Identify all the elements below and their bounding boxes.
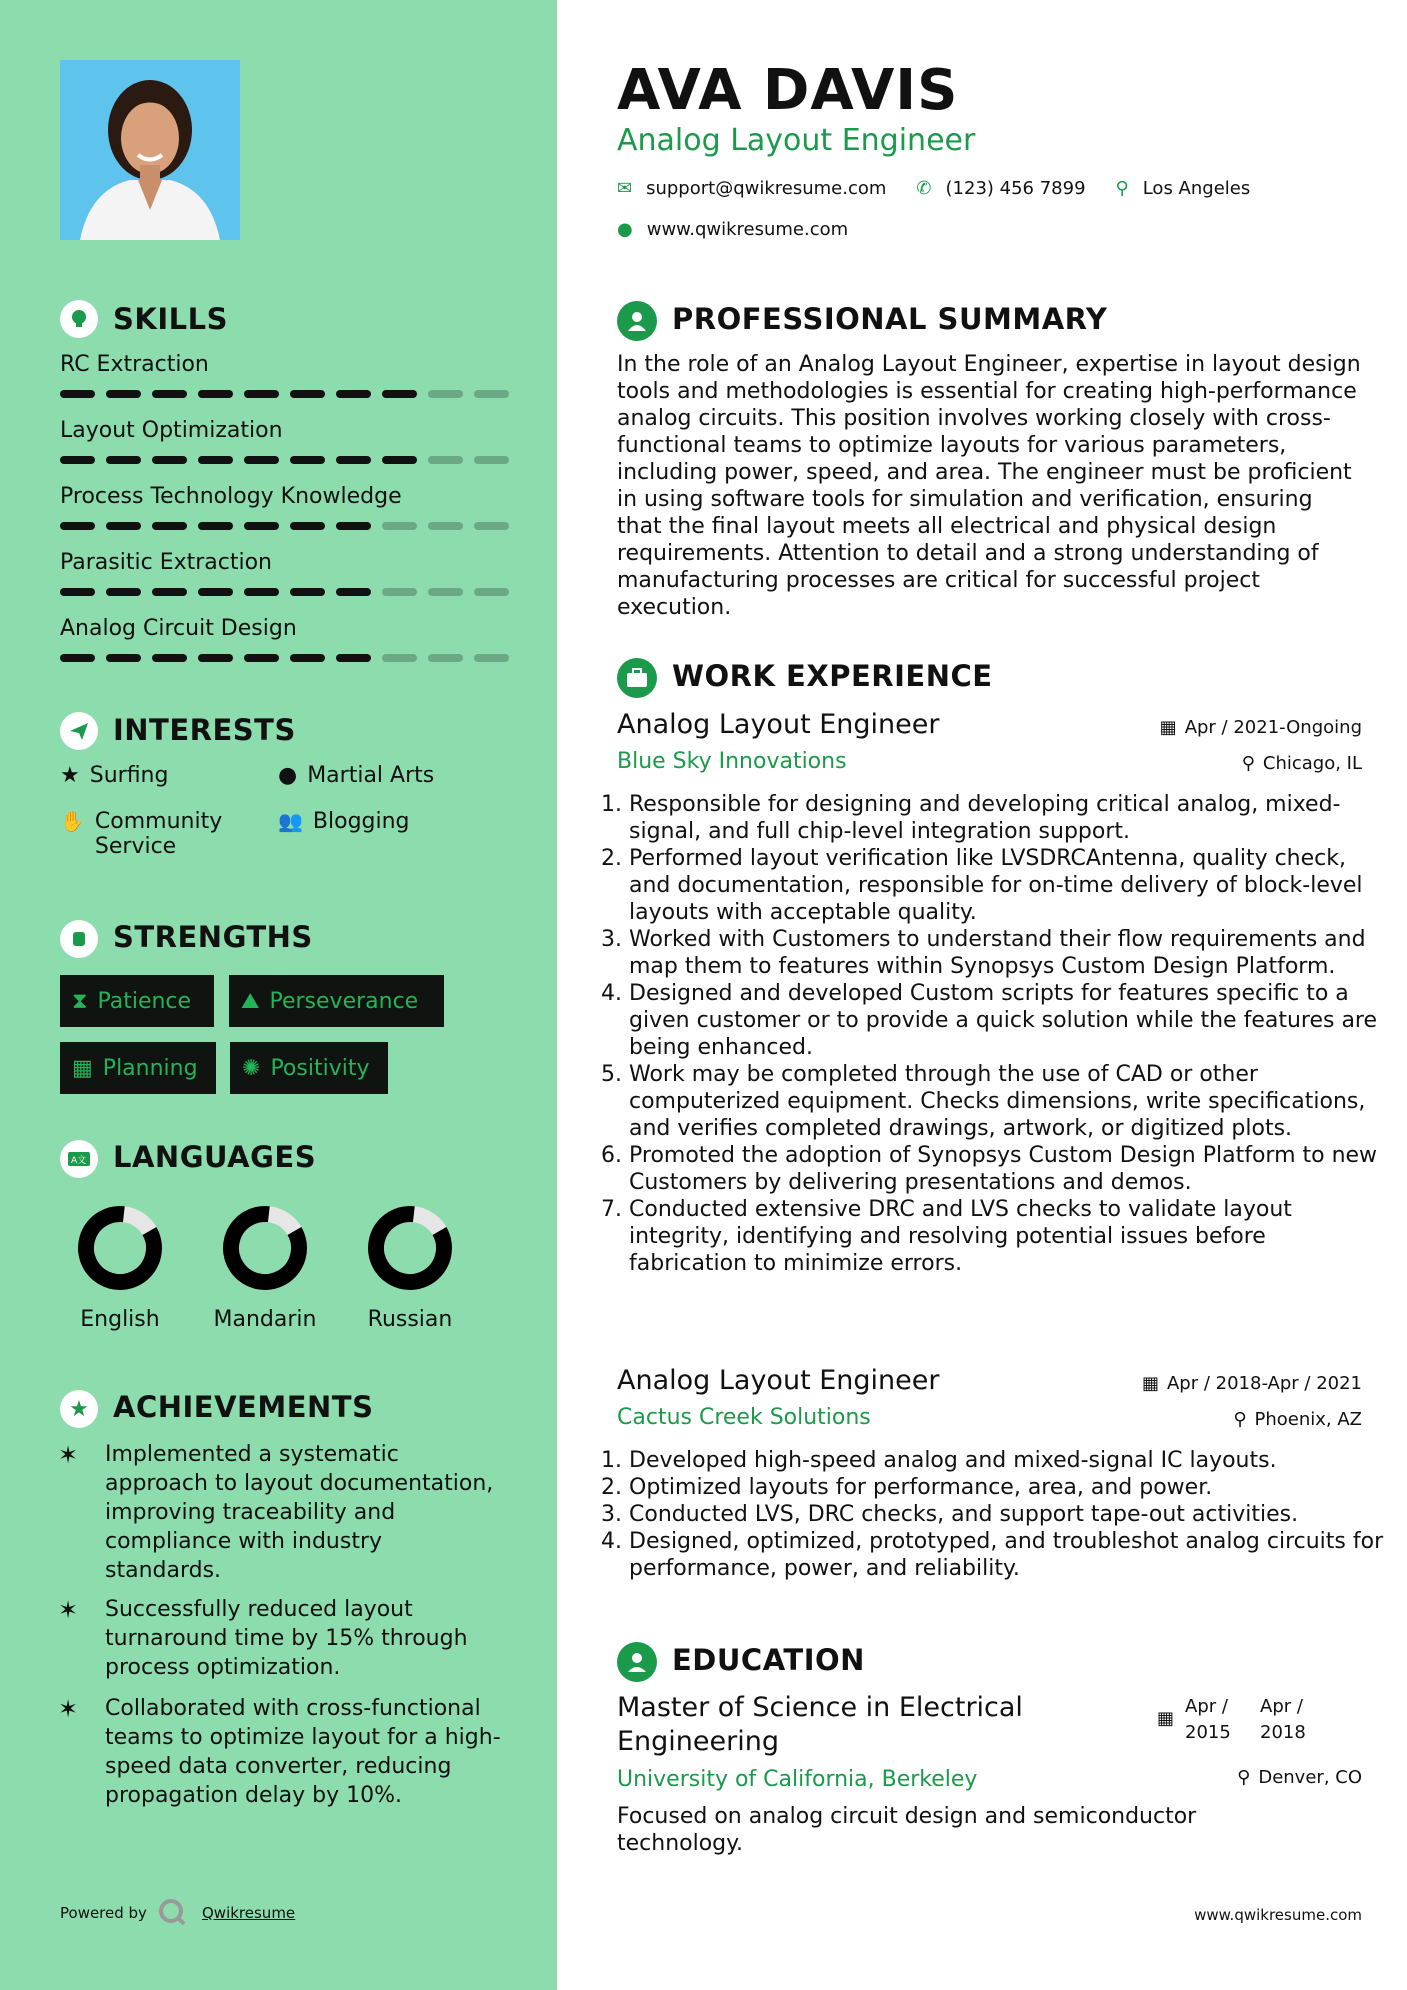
skill-level-segment — [428, 654, 463, 662]
skill-level-segment — [474, 588, 509, 596]
strength-badge: ⧗ Patience — [60, 975, 214, 1027]
skill-level-segment — [290, 588, 325, 596]
skill-level-segment — [474, 654, 509, 662]
language-proficiency-arc — [365, 1203, 455, 1293]
skill-level-segment — [198, 390, 233, 398]
skill-level-segment — [382, 654, 417, 662]
skill-level-segment — [152, 522, 187, 530]
road-icon: ⛰ — [241, 988, 260, 1014]
job-duties — [609, 1447, 1384, 1582]
language-name: Mandarin — [213, 1307, 317, 1332]
duty-item: 2. Optimized layouts for performance, area, and power. — [629, 1474, 1384, 1501]
skill-name: Process Technology Knowledge — [60, 484, 402, 509]
skill-level-segment — [474, 390, 509, 398]
skill-level-segment — [336, 390, 371, 398]
calendar-icon: ▦ — [1159, 717, 1177, 738]
skill-name: Analog Circuit Design — [60, 616, 297, 641]
pin-icon: ⚲ — [1241, 753, 1255, 774]
skill-level-segment — [336, 522, 371, 530]
education-title: EDUCATION — [672, 1643, 865, 1677]
duty-item: 4. Designed and developed Custom scripts for features specific to a given customer or to provide a quick solution while the features are being enhanced. — [629, 980, 1384, 1061]
job-title: Analog Layout Engineer — [617, 1365, 940, 1396]
skill-level-segment — [428, 390, 463, 398]
skill-level-segment — [106, 390, 141, 398]
language-proficiency-arc — [220, 1203, 310, 1293]
duty-item: 3. Worked with Customers to understand their flow requirements and map them to features within Synopsys Custom Design Platform. — [629, 926, 1384, 980]
strengths-title: STRENGTHS — [113, 920, 313, 954]
skill-level-segment — [198, 456, 233, 464]
language-proficiency-arc — [75, 1203, 165, 1293]
star-badge-icon: ★ — [60, 1390, 98, 1428]
skill-level-segment — [290, 456, 325, 464]
email-link[interactable]: support@qwikresume.com — [646, 178, 887, 199]
achievement-star-icon: ✶ — [58, 1596, 79, 1624]
company-name: Cactus Creek Solutions — [617, 1405, 871, 1430]
skill-level-segment — [198, 654, 233, 662]
candidate-role: Analog Layout Engineer — [617, 123, 976, 158]
duty-item: 7. Conducted extensive DRC and LVS checks to validate layout integrity, identifying and resolving potential issues before fabrication to minimize errors. — [629, 1196, 1384, 1277]
envelope-icon: ✉ — [617, 178, 633, 199]
skill-level-segment — [244, 522, 279, 530]
skill-level-segment — [244, 588, 279, 596]
skill-name: RC Extraction — [60, 352, 209, 377]
duty-item: 4. Designed, optimized, prototyped, and troubleshot analog circuits for performance, power, and reliability. — [629, 1528, 1384, 1582]
skill-level-segment — [198, 588, 233, 596]
skills-title: SKILLS — [113, 302, 228, 336]
skill-level-segment — [382, 588, 417, 596]
paper-plane-icon — [60, 712, 98, 750]
phone-icon: ✆ — [916, 178, 932, 199]
skill-level-segment — [336, 654, 371, 662]
skill-name: Layout Optimization — [60, 418, 283, 443]
skill-name: Parasitic Extraction — [60, 550, 272, 575]
duty-item: 1. Developed high-speed analog and mixed-signal IC layouts. — [629, 1447, 1384, 1474]
calendar-icon: ▦ — [1157, 1708, 1175, 1729]
skill-level-segment — [60, 588, 95, 596]
edu-start-date: Apr / 2015 — [1185, 1696, 1231, 1743]
summary-title: PROFESSIONAL SUMMARY — [672, 302, 1108, 336]
skill-level-segment — [106, 588, 141, 596]
interest-item: 👥 Blogging — [278, 809, 410, 834]
profile-photo — [60, 60, 240, 240]
powered-by-label: Powered by — [60, 1904, 147, 1922]
skill-level-segment — [60, 522, 95, 530]
skill-level-bar — [60, 456, 509, 464]
edu-location: ⚲ Denver, CO — [1237, 1767, 1362, 1788]
skill-level-segment — [106, 456, 141, 464]
languages-title: LANGUAGES — [113, 1140, 317, 1174]
skill-level-segment — [152, 654, 187, 662]
skill-level-segment — [336, 456, 371, 464]
globe-icon: ● — [278, 763, 298, 788]
skill-level-segment — [152, 390, 187, 398]
achievement-star-icon: ✶ — [58, 1441, 79, 1469]
website-link[interactable]: www.qwikresume.com — [646, 219, 849, 240]
skill-level-segment — [382, 390, 417, 398]
duty-item: 2. Performed layout verification like LVSDRCAntenna, quality check, and documentation, responsible for on-time delivery of block-level layouts with acceptable quality. — [629, 845, 1384, 926]
graduate-icon — [617, 1642, 657, 1682]
duty-item: 3. Conducted LVS, DRC checks, and support tape-out activities. — [629, 1501, 1384, 1528]
translate-icon — [60, 1140, 98, 1178]
job-location: ⚲ Phoenix, AZ — [1233, 1409, 1362, 1430]
contact-row — [617, 178, 1250, 199]
skill-level-segment — [290, 654, 325, 662]
qwikresume-logo-icon — [158, 1898, 186, 1926]
strength-badge: ⛰ Perseverance — [229, 975, 444, 1027]
qwikresume-link[interactable]: Qwikresume — [202, 1904, 296, 1922]
skill-level-segment — [244, 654, 279, 662]
language-proficiency-ring — [75, 1203, 165, 1293]
skill-level-segment — [152, 588, 187, 596]
calendar-icon: ▦ — [72, 1055, 93, 1081]
skill-level-segment — [428, 456, 463, 464]
sidebar — [0, 0, 557, 1990]
experience-title: WORK EXPERIENCE — [672, 659, 993, 693]
star-icon: ★ — [60, 763, 80, 788]
map-marker-icon: ⚲ — [1115, 178, 1129, 199]
edu-end-date: Apr / 2018 — [1260, 1696, 1306, 1743]
language-name: Russian — [367, 1307, 453, 1332]
briefcase-icon — [617, 658, 657, 698]
skill-level-segment — [474, 456, 509, 464]
phone-number: (123) 456 7899 — [945, 178, 1086, 199]
skill-level-segment — [336, 588, 371, 596]
interest-item: ● Martial Arts — [278, 763, 435, 788]
candidate-name: AVA DAVIS — [617, 58, 959, 123]
hand-icon: ✋ — [60, 809, 85, 833]
skill-level-segment — [428, 522, 463, 530]
language-name: English — [80, 1307, 160, 1332]
interest-item: ★ Surfing — [60, 763, 169, 788]
company-name: Blue Sky Innovations — [617, 749, 847, 774]
globe-icon: ● — [617, 219, 633, 240]
pin-icon: ⚲ — [1237, 1767, 1251, 1788]
pin-icon: ⚲ — [1233, 1409, 1247, 1430]
school-name: University of California, Berkeley — [617, 1767, 978, 1792]
skill-level-segment — [290, 522, 325, 530]
user-icon — [617, 301, 657, 341]
lightbulb-icon — [60, 300, 98, 338]
skill-level-bar — [60, 588, 509, 596]
skill-level-segment — [244, 456, 279, 464]
summary-text: In the role of an Analog Layout Engineer, expertise in layout design tools and methodologies is essential for creating high-performance analog circuits. This position involves working closely with cross-functional teams to optimize layouts for various parameters, including power, speed, and area. The engineer must be proficient in using software tools for simulation and verification, ensuring that the final layout meets all electrical and physical design requirements. Attention to detail and a strong understanding of manufacturing processes are critical for successful project execution. — [617, 352, 1361, 620]
job-location: ⚲ Chicago, IL — [1241, 753, 1362, 774]
duty-item: 1. Responsible for designing and developing critical analog, mixed-signal, and full chip-level integration support. — [629, 791, 1384, 845]
skill-level-segment — [474, 522, 509, 530]
achievement-item: Collaborated with cross-functional teams to optimize layout for a high-speed data converter, reducing propagation delay by 10%. — [105, 1696, 501, 1808]
skill-level-bar — [60, 654, 509, 662]
skill-level-segment — [428, 588, 463, 596]
skill-level-segment — [290, 390, 325, 398]
main-content — [557, 0, 1407, 1990]
skill-level-segment — [382, 522, 417, 530]
skill-level-segment — [382, 456, 417, 464]
skill-level-segment — [60, 456, 95, 464]
job-dates: ▦ Apr / 2021-Ongoing — [1159, 717, 1362, 738]
job-dates: ▦ Apr / 2018-Apr / 2021 — [1141, 1373, 1362, 1394]
website-row — [617, 219, 848, 240]
skill-level-segment — [152, 456, 187, 464]
job-duties — [609, 791, 1384, 1277]
language-proficiency-ring — [365, 1203, 455, 1293]
degree-title: Master of Science in Electrical Engineering — [617, 1692, 1023, 1757]
skill-level-segment — [106, 522, 141, 530]
interest-item: ✋ Community Service — [60, 809, 223, 859]
achievement-item: Implemented a systematic approach to layout documentation, improving traceability and compliance with industry standards. — [105, 1442, 494, 1583]
language-proficiency-ring — [220, 1203, 310, 1293]
achievement-star-icon: ✶ — [58, 1695, 79, 1723]
education-description: Focused on analog circuit design and semiconductor technology. — [617, 1804, 1197, 1856]
skill-level-segment — [244, 390, 279, 398]
skill-level-segment — [60, 654, 95, 662]
duty-item: 6. Promoted the adoption of Synopsys Custom Design Platform to new Customers by delivering presentations and demos. — [629, 1142, 1384, 1196]
hourglass-icon: ⧗ — [72, 988, 88, 1014]
users-icon: 👥 — [278, 809, 303, 833]
skill-level-bar — [60, 390, 509, 398]
sun-icon: ✺ — [242, 1055, 261, 1081]
strength-badge: ✺ Positivity — [230, 1042, 388, 1094]
duty-item: 5. Work may be completed through the use of CAD or other computerized equipment. Checks dimensions, write specifications, and verifies completed drawings, artwork, or digitized plots. — [629, 1061, 1384, 1142]
achievements-title: ACHIEVEMENTS — [113, 1390, 374, 1424]
achievement-item: Successfully reduced layout turnaround time by 15% through process optimization. — [105, 1597, 468, 1680]
interests-title: INTERESTS — [113, 713, 296, 747]
skill-level-bar — [60, 522, 509, 530]
location-text: Los Angeles — [1142, 178, 1251, 199]
fist-icon — [60, 920, 98, 958]
skill-level-segment — [106, 654, 141, 662]
skill-level-segment — [198, 522, 233, 530]
skill-level-segment — [60, 390, 95, 398]
svg-text:A文: A文 — [71, 1156, 87, 1166]
calendar-icon: ▦ — [1141, 1373, 1159, 1394]
job-title: Analog Layout Engineer — [617, 709, 940, 740]
strength-badge: ▦ Planning — [60, 1042, 216, 1094]
footer-website[interactable]: www.qwikresume.com — [1194, 1906, 1362, 1924]
